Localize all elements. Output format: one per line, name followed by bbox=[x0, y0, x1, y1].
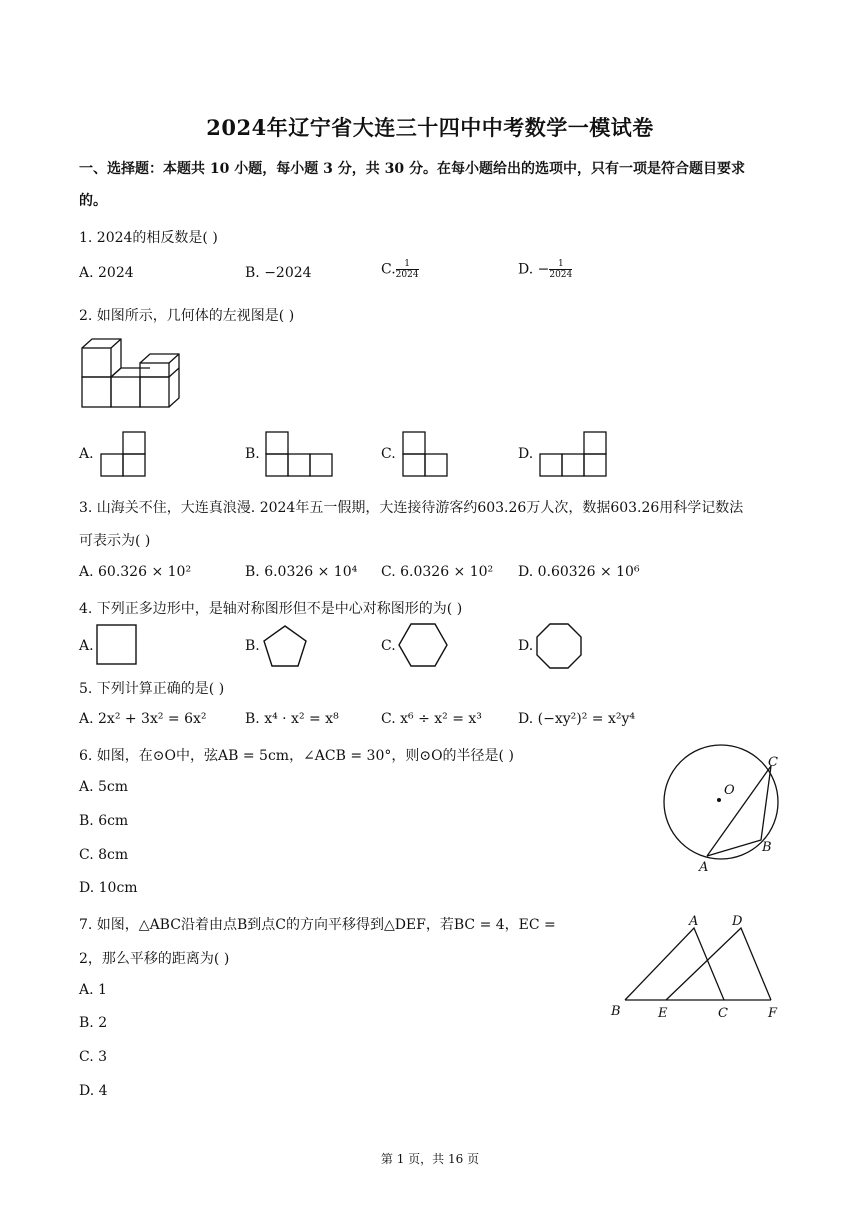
square-figure bbox=[96, 624, 138, 666]
label-b: B bbox=[762, 840, 772, 855]
section-heading-line1: 一、选择题：本题共 10 小题，每小题 3 分，共 30 分。在每小题给出的选项中，只有一项是符合题目要求 bbox=[79, 161, 745, 177]
q2-option-c-figure bbox=[402, 431, 448, 477]
q3-option-b: B. 6.0326 × 10⁴ bbox=[245, 564, 358, 580]
q5-option-b: B. x⁴ · x² = x⁸ bbox=[245, 711, 339, 727]
page-title: 2024年辽宁省大连三十四中中考数学一模试卷 bbox=[206, 115, 654, 140]
label-f: F bbox=[768, 1006, 778, 1021]
q3-stem-line2: 可表示为( ) bbox=[79, 533, 151, 549]
q4-option-c: C. bbox=[381, 638, 396, 654]
q6-option-b: B. 6cm bbox=[79, 813, 129, 829]
q6-stem: 6. 如图，在⊙O中，弦AB = 5cm，∠ACB = 30°，则⊙O的半径是( ) bbox=[79, 748, 514, 764]
q7-option-d: D. 4 bbox=[79, 1083, 108, 1099]
q7-option-a: A. 1 bbox=[79, 982, 107, 998]
q4-option-a: A. bbox=[79, 638, 94, 654]
q7-option-c: C. 3 bbox=[79, 1049, 108, 1065]
label-o: O bbox=[724, 783, 735, 798]
q5-stem: 5. 下列计算正确的是( ) bbox=[79, 681, 225, 697]
q4-stem: 4. 下列正多边形中，是轴对称图形但不是中心对称图形的为( ) bbox=[79, 601, 463, 617]
q1-option-d: D. − $\frac{1}{2024}$ bbox=[518, 259, 573, 280]
q3-stem-line1: 3. 山海关不住，大连真浪漫. 2024年五一假期，大连接待游客约603.26万人次，数据603.26用科学记数法 bbox=[79, 500, 744, 516]
q2-option-b: B. bbox=[245, 446, 260, 462]
pentagon-figure bbox=[262, 624, 308, 668]
label-b: B bbox=[611, 1004, 621, 1019]
q2-option-d: D. bbox=[518, 446, 534, 462]
hexagon-figure bbox=[398, 623, 448, 667]
q7-stem-line2: 2，那么平移的距离为( ) bbox=[79, 951, 230, 967]
page-footer: 第 1 页，共 16 页 bbox=[380, 1152, 480, 1166]
label-c: C bbox=[768, 755, 778, 770]
q5-option-c: C. x⁶ ÷ x² = x³ bbox=[381, 711, 482, 727]
q5-option-a: A. 2x² + 3x² = 6x² bbox=[79, 711, 207, 727]
q2-option-b-figure bbox=[265, 431, 333, 477]
q4-option-d: D. bbox=[518, 638, 534, 654]
q6-option-c: C. 8cm bbox=[79, 847, 129, 863]
q7-translation-figure bbox=[608, 913, 784, 1021]
q1-stem: 1. 2024的相反数是( ) bbox=[79, 230, 218, 246]
q6-option-a: A. 5cm bbox=[79, 779, 129, 795]
q1-option-b: B. −2024 bbox=[245, 265, 312, 281]
q2-option-d-figure bbox=[539, 431, 607, 477]
q3-option-c: C. 6.0326 × 10² bbox=[381, 564, 494, 580]
section-heading-line2: 的。 bbox=[79, 193, 107, 209]
label-a: A bbox=[689, 914, 699, 929]
q4-option-b: B. bbox=[245, 638, 260, 654]
q2-stem: 2. 如图所示，几何体的左视图是( ) bbox=[79, 308, 295, 324]
label-a: A bbox=[699, 860, 709, 875]
label-e: E bbox=[658, 1006, 668, 1021]
octagon-figure bbox=[536, 623, 582, 669]
q3-option-d: D. 0.60326 × 10⁶ bbox=[518, 564, 640, 580]
q1-option-a: A. 2024 bbox=[79, 265, 134, 281]
q2-solid-figure bbox=[78, 336, 190, 412]
q7-option-b: B. 2 bbox=[79, 1015, 108, 1031]
q5-option-d: D. (−xy²)² = x²y⁴ bbox=[518, 711, 635, 727]
q6-option-d: D. 10cm bbox=[79, 880, 138, 896]
q6-circle-figure bbox=[655, 738, 790, 876]
q2-option-c: C. bbox=[381, 446, 396, 462]
q3-option-a: A. 60.326 × 10² bbox=[79, 564, 192, 580]
q1-d-fraction: $\frac{1}{2024}$ bbox=[549, 259, 573, 280]
q2-option-a-figure bbox=[100, 431, 146, 477]
q7-stem-line1: 7. 如图，△ABC沿着由点B到点C的方向平移得到△DEF，若BC = 4，EC = bbox=[79, 917, 556, 933]
q1-c-fraction: $\frac{1}{2024}$ bbox=[395, 259, 419, 280]
label-d: D bbox=[732, 914, 743, 929]
q1-option-c: C. $\frac{1}{2024}$ bbox=[381, 259, 419, 280]
q2-option-a: A. bbox=[79, 446, 94, 462]
label-c: C bbox=[718, 1006, 728, 1021]
